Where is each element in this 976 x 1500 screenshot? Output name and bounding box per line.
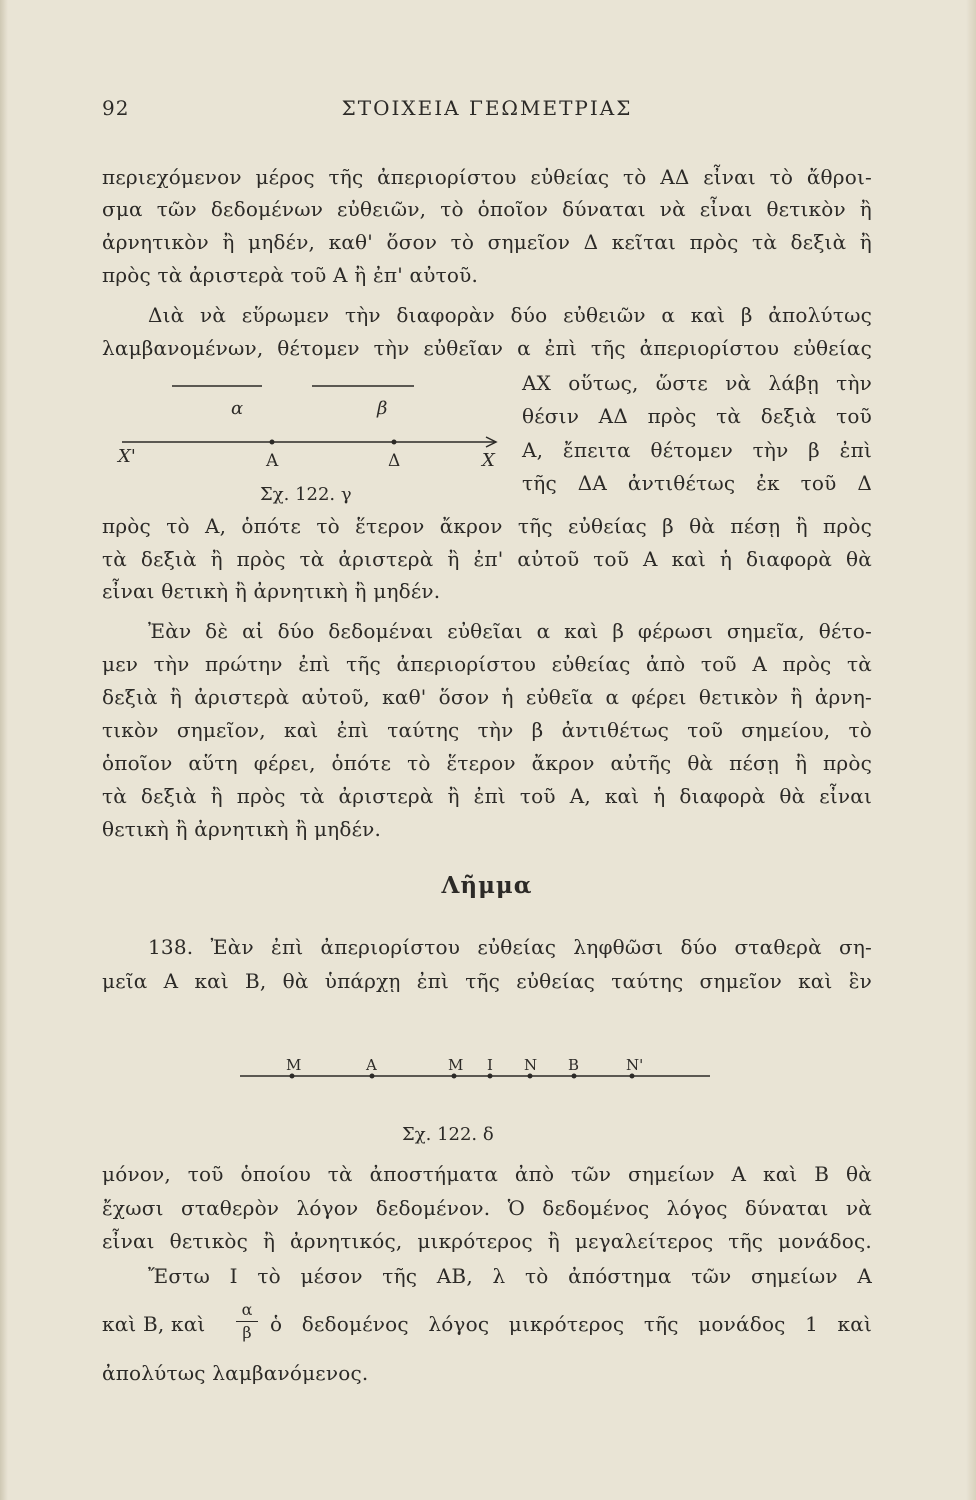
text-line: περιεχόμενον μέρος τῆς ἀπεριορίστου εὐθείας τὸ ΑΔ εἶναι τὸ ἄθροι- — [102, 165, 872, 189]
point-m — [290, 1074, 295, 1079]
text-line: τὰ δεξιὰ ἢ πρὸς τὰ ἀριστερὰ ἢ ἐπ' αὐτοῦ τοῦ Α καὶ ἡ διαφορὰ θὰ — [102, 547, 872, 571]
text-line: δεξιὰ ἢ ἀριστερὰ αὐτοῦ, καθ' ὅσον ἡ εὐθεῖα α φέρει θετικὸν ἢ ἀρνη- — [102, 685, 872, 709]
text-line: Διὰ νὰ εὕρωμεν τὴν διαφορὰν δύο εὐθειῶν α καὶ β ἀπολύτως — [148, 303, 872, 327]
label-i: Ι — [487, 1056, 493, 1074]
text-line: θετικὴ ἢ ἀρνητικὴ ἢ μηδέν. — [102, 817, 382, 841]
text-line: καὶ Β, καὶ — [102, 1312, 206, 1336]
page-edge-left — [0, 0, 8, 1500]
text-line: 138. Ἐὰν ἐπὶ ἀπεριορίστου εὐθείας ληφθῶσι δύο σταθερὰ ση- — [148, 935, 872, 959]
section-heading: Λῆμμα — [441, 872, 533, 899]
text-line: θέσιν ΑΔ πρὸς τὰ δεξιὰ τοῦ — [522, 404, 872, 428]
point-b — [572, 1074, 577, 1079]
page-edge-right — [966, 0, 976, 1500]
label-b: β — [377, 398, 388, 419]
text-line: Ἐὰν δὲ αἱ δύο δεδομέναι εὐθεῖαι α καὶ β φέρωσι σημεῖα, θέτο- — [148, 619, 872, 643]
point-i — [488, 1074, 493, 1079]
text-line: εἶναι θετικὸς ἢ ἀρνητικός, μικρότερος ἢ μεγαλείτερος τῆς μονάδος. — [102, 1229, 872, 1253]
label-n-prime: Ν' — [626, 1056, 644, 1074]
text-line: ὁ δεδομένος λόγος μικρότερος τῆς μονάδος 1 καὶ — [270, 1312, 872, 1336]
label-b: Β — [568, 1056, 580, 1074]
point-n — [528, 1074, 533, 1079]
text-line: εἶναι θετικὴ ἢ ἀρνητικὴ ἢ μηδέν. — [102, 579, 441, 603]
text-line: πρὸς τὸ Α, ὁπότε τὸ ἕτερον ἄκρον τῆς εὐθείας β θὰ πέσῃ ἢ πρὸς — [102, 514, 872, 538]
text-line: ἀπολύτως λαμβανόμενος. — [102, 1361, 369, 1385]
label-point-d: Δ — [388, 451, 401, 471]
text-line: Α, ἔπειτα θέτομεν τὴν β ἐπὶ — [522, 438, 872, 462]
running-title: ΣΤΟΙΧΕΙΑ ΓΕΩΜΕΤΡΙΑΣ — [341, 96, 633, 120]
label-x: Χ — [482, 450, 495, 471]
text-line: ΑΧ οὕτως, ὥστε νὰ λάβῃ τὴν — [522, 371, 872, 395]
text-line: μεν τὴν πρώτην ἐπὶ τῆς ἀπεριορίστου εὐθείας ἀπὸ τοῦ Α πρὸς τὰ — [102, 652, 872, 676]
figure-caption: Σχ. 122. δ — [402, 1124, 494, 1145]
point-m2 — [452, 1074, 457, 1079]
text-line: σμα τῶν δεδομένων εὐθειῶν, τὸ ὁποῖον δύναται νὰ εἶναι θετικὸν ἢ — [102, 197, 872, 221]
text-line: ἔχωσι σταθερὸν λόγον δεδομένον. Ὁ δεδομένος λόγος δύναται νὰ — [102, 1196, 872, 1220]
text-line: ἀρνητικὸν ἢ μηδέν, καθ' ὅσον τὸ σημεῖον Δ κεῖται πρὸς τὰ δεξιὰ ἢ — [102, 230, 872, 254]
point-n-prime — [630, 1074, 635, 1079]
text-line: μόνον, τοῦ ὁποίου τὰ ἀποστήματα ἀπὸ τῶν σημείων Α καὶ Β θὰ — [102, 1162, 872, 1186]
page-number: 92 — [102, 96, 130, 120]
fraction-numerator: α — [241, 1300, 253, 1319]
text-line: λαμβανομένων, θέτομεν τὴν εὐθεῖαν α ἐπὶ τῆς ἀπεριορίστου εὐθείας — [102, 336, 872, 360]
point-a — [270, 440, 275, 445]
text-line: πρὸς τὰ ἀριστερὰ τοῦ Α ἢ ἐπ' αὐτοῦ. — [102, 263, 479, 287]
point-a — [370, 1074, 375, 1079]
page-header — [102, 96, 872, 130]
fraction-denominator: β — [242, 1323, 252, 1342]
text-line: τῆς ΔΑ ἀντιθέτως ἐκ τοῦ Δ — [522, 471, 872, 495]
text-line: τὰ δεξιὰ ἢ πρὸς τὰ ἀριστερὰ ἢ ἐπὶ τοῦ Α, καὶ ἡ διαφορὰ θὰ εἶναι — [102, 784, 872, 808]
label-x-prime: Χ' — [118, 446, 136, 467]
figure-122-gamma — [112, 370, 516, 510]
text-line: μεῖα Α καὶ Β, θὰ ὑπάρχῃ ἐπὶ τῆς εὐθείας ταύτης σημεῖον καὶ ἓν — [102, 969, 872, 993]
figure-122-delta — [240, 1046, 720, 1146]
label-n: Ν — [524, 1056, 538, 1074]
text-line: ὁποῖον αὕτη φέρει, ὁπότε τὸ ἕτερον ἄκρον αὐτῆς θὰ πέσῃ ἢ πρὸς — [102, 751, 872, 775]
fraction-bar — [236, 1321, 258, 1322]
text-line: Ἔστω Ι τὸ μέσον τῆς ΑΒ, λ τὸ ἀπόστημα τῶν σημείων Α — [148, 1264, 872, 1288]
text-line: τικὸν σημεῖον, καὶ ἐπὶ ταύτης τὴν β ἀντιθέτως τοῦ σημείου, τὸ — [102, 718, 872, 742]
figure-caption: Σχ. 122. γ — [260, 484, 352, 505]
label-point-a: Α — [266, 451, 279, 471]
fraction-alpha-over-beta — [236, 1300, 258, 1343]
point-d — [392, 440, 397, 445]
label-a: α — [231, 398, 244, 419]
label-m: Μ — [286, 1056, 302, 1074]
label-a: Α — [366, 1056, 377, 1074]
label-m2: Μ — [448, 1056, 464, 1074]
